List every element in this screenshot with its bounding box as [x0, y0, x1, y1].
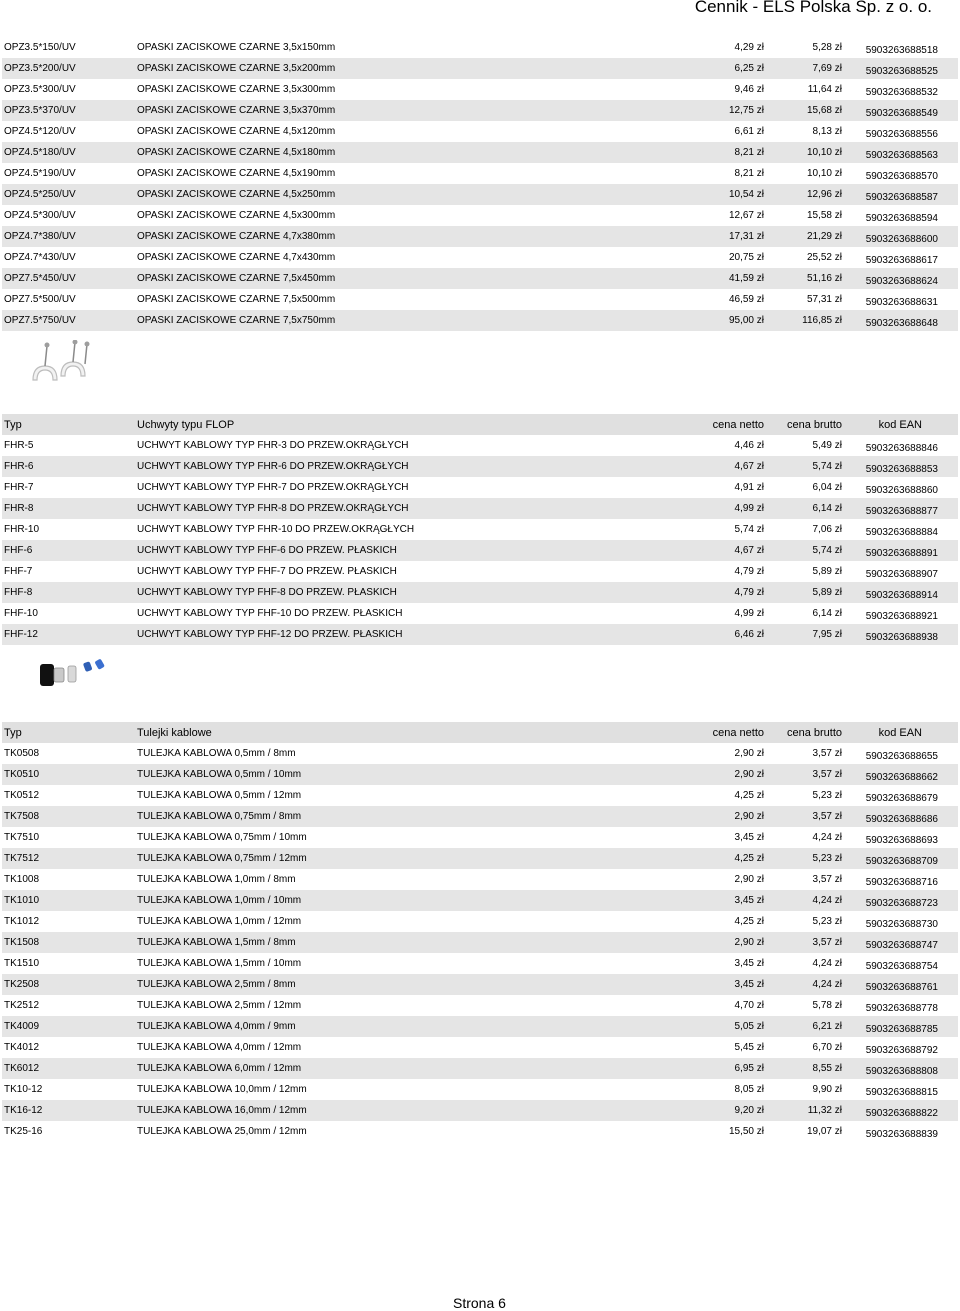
ean-code: 5903263688679	[865, 793, 938, 804]
gross-price: 7,69 zł	[812, 63, 842, 74]
column-header-type: Typ	[4, 727, 22, 739]
ean-code: 5903263688532	[865, 87, 938, 98]
gross-price: 5,23 zł	[812, 790, 842, 801]
product-name: OPASKI ZACISKOWE CZARNE 4,5x250mm	[137, 189, 336, 200]
ean-code: 5903263688662	[865, 772, 938, 783]
ean-code: 5903263688891	[865, 548, 938, 559]
column-header-gross-price: cena brutto	[786, 727, 842, 739]
product-code: TK1010	[4, 895, 40, 906]
ean-code: 5903263688808	[865, 1066, 938, 1077]
product-code: TK2508	[4, 979, 40, 990]
product-name: TULEJKA KABLOWA 1,5mm / 8mm	[137, 937, 296, 948]
table-row	[2, 142, 958, 163]
product-code: TK1508	[4, 937, 40, 948]
product-code: OPZ4.5*180/UV	[4, 147, 76, 158]
ean-code: 5903263688785	[865, 1024, 938, 1035]
net-price: 5,74 zł	[734, 524, 764, 535]
product-name: OPASKI ZACISKOWE CZARNE 7,5x750mm	[137, 315, 336, 326]
gross-price: 15,58 zł	[806, 210, 842, 221]
net-price: 2,90 zł	[734, 748, 764, 759]
gross-price: 8,13 zł	[812, 126, 842, 137]
column-header-ean: kod EAN	[878, 419, 922, 431]
table-row	[2, 911, 958, 932]
ean-code: 5903263688938	[865, 632, 938, 643]
gross-price: 4,24 zł	[812, 832, 842, 843]
gross-price: 6,21 zł	[812, 1021, 842, 1032]
product-code: TK0510	[4, 769, 40, 780]
table-row	[2, 205, 958, 226]
product-name: OPASKI ZACISKOWE CZARNE 4,5x180mm	[137, 147, 336, 158]
net-price: 3,45 zł	[734, 958, 764, 969]
product-code: TK1510	[4, 958, 40, 969]
table-row	[2, 1121, 958, 1142]
table-row	[2, 1079, 958, 1100]
ean-code: 5903263688822	[865, 1108, 938, 1119]
product-code: FHR-8	[4, 503, 34, 514]
ean-code: 5903263688723	[865, 898, 938, 909]
product-code: TK6012	[4, 1063, 40, 1074]
product-name: TULEJKA KABLOWA 0,75mm / 10mm	[137, 832, 307, 843]
product-code: FHR-7	[4, 482, 34, 493]
product-name: OPASKI ZACISKOWE CZARNE 4,7x380mm	[137, 231, 336, 242]
cable-ties-table	[2, 37, 958, 331]
ferrules-table	[2, 722, 958, 1142]
product-code: TK25-16	[4, 1126, 43, 1137]
ean-code: 5903263688730	[865, 919, 938, 930]
table-row	[2, 974, 958, 995]
ean-code: 5903263688778	[865, 1003, 938, 1014]
ean-code: 5903263688563	[865, 150, 938, 161]
product-code: FHF-7	[4, 566, 33, 577]
ean-code: 5903263688747	[865, 940, 938, 951]
ean-code: 5903263688846	[865, 443, 938, 454]
product-code: OPZ7.5*450/UV	[4, 273, 76, 284]
table-row	[2, 932, 958, 953]
net-price: 4,29 zł	[734, 42, 764, 53]
product-code: OPZ3.5*200/UV	[4, 63, 76, 74]
gross-price: 3,57 zł	[812, 769, 842, 780]
net-price: 2,90 zł	[734, 811, 764, 822]
product-name: UCHWYT KABLOWY TYP FHR-6 DO PRZEW.OKRĄGŁYCH	[137, 461, 409, 472]
ean-code: 5903263688648	[865, 318, 938, 329]
header-title: Cennik - ELS Polska Sp. z o. o.	[694, 0, 932, 16]
table-row	[2, 848, 958, 869]
product-name: UCHWYT KABLOWY TYP FHF-12 DO PRZEW. PŁASKICH	[137, 629, 403, 640]
net-price: 46,59 zł	[728, 294, 764, 305]
product-name: UCHWYT KABLOWY TYP FHF-7 DO PRZEW. PŁASKICH	[137, 566, 397, 577]
product-code: OPZ3.5*300/UV	[4, 84, 76, 95]
product-name: TULEJKA KABLOWA 1,0mm / 10mm	[137, 895, 302, 906]
table-row	[2, 121, 958, 142]
net-price: 8,21 zł	[734, 168, 764, 179]
product-code: TK1008	[4, 874, 40, 885]
product-name: OPASKI ZACISKOWE CZARNE 4,5x300mm	[137, 210, 336, 221]
gross-price: 9,90 zł	[812, 1084, 842, 1095]
gross-price: 11,32 zł	[807, 1105, 842, 1116]
table-row	[2, 456, 958, 477]
net-price: 12,75 zł	[728, 105, 764, 116]
ean-code: 5903263688709	[865, 856, 938, 867]
net-price: 9,20 zł	[734, 1105, 764, 1116]
net-price: 4,99 zł	[734, 608, 764, 619]
net-price: 4,46 zł	[734, 440, 764, 451]
table-row	[2, 582, 958, 603]
gross-price: 5,89 zł	[812, 566, 842, 577]
column-header-gross-price: cena brutto	[786, 419, 842, 431]
net-price: 15,50 zł	[728, 1126, 764, 1137]
product-name: TULEJKA KABLOWA 4,0mm / 9mm	[137, 1021, 296, 1032]
product-code: TK0508	[4, 748, 40, 759]
product-code: OPZ4.5*190/UV	[4, 168, 76, 179]
product-name: OPASKI ZACISKOWE CZARNE 4,5x190mm	[137, 168, 336, 179]
product-code: OPZ4.7*430/UV	[4, 252, 76, 263]
ean-code: 5903263688525	[865, 66, 938, 77]
net-price: 4,99 zł	[734, 503, 764, 514]
net-price: 4,70 zł	[734, 1000, 764, 1011]
product-name: TULEJKA KABLOWA 2,5mm / 8mm	[137, 979, 296, 990]
product-name: TULEJKA KABLOWA 1,5mm / 10mm	[137, 958, 302, 969]
table-row	[2, 310, 958, 331]
ean-code: 5903263688549	[865, 108, 938, 119]
net-price: 4,67 zł	[734, 545, 764, 556]
gross-price: 5,23 zł	[812, 853, 842, 864]
product-code: FHF-8	[4, 587, 33, 598]
product-name: TULEJKA KABLOWA 16,0mm / 12mm	[137, 1105, 307, 1116]
gross-price: 5,74 zł	[812, 461, 842, 472]
ean-code: 5903263688624	[865, 276, 938, 287]
product-name: TULEJKA KABLOWA 1,0mm / 12mm	[137, 916, 302, 927]
ean-code: 5903263688914	[865, 590, 938, 601]
net-price: 12,67 zł	[728, 210, 764, 221]
product-code: OPZ4.5*250/UV	[4, 189, 76, 200]
product-name: UCHWYT KABLOWY TYP FHF-8 DO PRZEW. PŁASKICH	[137, 587, 397, 598]
product-code: TK0512	[4, 790, 40, 801]
product-name: TULEJKA KABLOWA 1,0mm / 8mm	[137, 874, 296, 885]
gross-price: 21,29 zł	[806, 231, 842, 242]
table-row	[2, 827, 958, 848]
table-row	[2, 1016, 958, 1037]
table-row	[2, 806, 958, 827]
net-price: 2,90 zł	[734, 769, 764, 780]
product-name: TULEJKA KABLOWA 0,75mm / 12mm	[137, 853, 307, 864]
ean-code: 5903263688693	[865, 835, 938, 846]
product-code: FHR-6	[4, 461, 34, 472]
table-row	[2, 58, 958, 79]
product-code: TK16-12	[4, 1105, 43, 1116]
product-name: TULEJKA KABLOWA 2,5mm / 12mm	[137, 1000, 302, 1011]
ean-code: 5903263688754	[865, 961, 938, 972]
net-price: 4,67 zł	[734, 461, 764, 472]
net-price: 4,25 zł	[734, 790, 764, 801]
page-number: Strona 6	[453, 1295, 506, 1311]
product-code: OPZ4.5*300/UV	[4, 210, 76, 221]
product-code: FHF-10	[4, 608, 38, 619]
gross-price: 6,14 zł	[812, 503, 842, 514]
net-price: 4,91 zł	[734, 482, 764, 493]
product-code: TK4012	[4, 1042, 40, 1053]
gross-price: 5,89 zł	[812, 587, 842, 598]
table-row	[2, 953, 958, 974]
product-name: UCHWYT KABLOWY TYP FHF-6 DO PRZEW. PŁASKICH	[137, 545, 397, 556]
product-name: OPASKI ZACISKOWE CZARNE 3,5x150mm	[137, 42, 336, 53]
ean-code: 5903263688761	[865, 982, 938, 993]
gross-price: 11,64 zł	[807, 84, 842, 95]
table-row	[2, 226, 958, 247]
product-name: UCHWYT KABLOWY TYP FHR-10 DO PRZEW.OKRĄGŁYCH	[137, 524, 415, 535]
net-price: 3,45 zł	[734, 895, 764, 906]
gross-price: 5,23 zł	[812, 916, 842, 927]
gross-price: 15,68 zł	[806, 105, 842, 116]
ean-code: 5903263688686	[865, 814, 938, 825]
gross-price: 3,57 zł	[812, 874, 842, 885]
net-price: 3,45 zł	[734, 832, 764, 843]
flop-holders-table	[2, 414, 958, 645]
gross-price: 5,28 zł	[812, 42, 842, 53]
product-name: OPASKI ZACISKOWE CZARNE 4,5x120mm	[137, 126, 336, 137]
ean-code: 5903263688921	[865, 611, 938, 622]
product-name: OPASKI ZACISKOWE CZARNE 3,5x200mm	[137, 63, 336, 74]
gross-price: 5,49 zł	[812, 440, 842, 451]
gross-price: 51,16 zł	[806, 273, 842, 284]
table-row	[2, 603, 958, 624]
net-price: 5,05 zł	[734, 1021, 764, 1032]
net-price: 17,31 zł	[728, 231, 764, 242]
product-name: OPASKI ZACISKOWE CZARNE 7,5x500mm	[137, 294, 336, 305]
table-row	[2, 540, 958, 561]
gross-price: 7,95 zł	[812, 629, 842, 640]
gross-price: 6,70 zł	[812, 1042, 842, 1053]
product-name: UCHWYT KABLOWY TYP FHR-7 DO PRZEW.OKRĄGŁYCH	[137, 482, 409, 493]
net-price: 4,79 zł	[734, 566, 764, 577]
product-code: TK7512	[4, 853, 40, 864]
net-price: 4,79 zł	[734, 587, 764, 598]
product-name: OPASKI ZACISKOWE CZARNE 3,5x370mm	[137, 105, 336, 116]
table-header-row	[2, 414, 958, 435]
gross-price: 4,24 zł	[812, 979, 842, 990]
gross-price: 5,74 zł	[812, 545, 842, 556]
product-name: TULEJKA KABLOWA 0,5mm / 12mm	[137, 790, 302, 801]
net-price: 6,95 zł	[734, 1063, 764, 1074]
gross-price: 10,10 zł	[806, 147, 842, 158]
ean-code: 5903263688815	[865, 1087, 938, 1098]
gross-price: 3,57 zł	[812, 748, 842, 759]
table-row	[2, 1037, 958, 1058]
table-row	[2, 890, 958, 911]
table-row	[2, 785, 958, 806]
ean-code: 5903263688594	[865, 213, 938, 224]
product-name: UCHWYT KABLOWY TYP FHR-8 DO PRZEW.OKRĄGŁYCH	[137, 503, 409, 514]
net-price: 8,05 zł	[734, 1084, 764, 1095]
table-row	[2, 435, 958, 456]
ean-code: 5903263688860	[865, 485, 938, 496]
product-name: UCHWYT KABLOWY TYP FHR-3 DO PRZEW.OKRĄGŁYCH	[137, 440, 409, 451]
column-header-type: Typ	[4, 419, 22, 431]
ean-code: 5903263688655	[865, 751, 938, 762]
ean-code: 5903263688556	[865, 129, 938, 140]
table-row	[2, 37, 958, 58]
gross-price: 3,57 zł	[812, 811, 842, 822]
gross-price: 25,52 zł	[806, 252, 842, 263]
net-price: 4,25 zł	[734, 916, 764, 927]
table-row	[2, 289, 958, 310]
table-row	[2, 247, 958, 268]
product-code: OPZ3.5*370/UV	[4, 105, 76, 116]
net-price: 20,75 zł	[728, 252, 764, 263]
net-price: 95,00 zł	[728, 315, 764, 326]
ean-code: 5903263688907	[865, 569, 938, 580]
table-row	[2, 1100, 958, 1121]
table-header-row	[2, 722, 958, 743]
net-price: 6,25 zł	[734, 63, 764, 74]
product-name: UCHWYT KABLOWY TYP FHF-10 DO PRZEW. PŁASKICH	[137, 608, 403, 619]
product-code: FHR-5	[4, 440, 34, 451]
gross-price: 19,07 zł	[806, 1126, 842, 1137]
ean-code: 5903263688631	[865, 297, 938, 308]
net-price: 5,45 zł	[734, 1042, 764, 1053]
product-name: TULEJKA KABLOWA 6,0mm / 12mm	[137, 1063, 302, 1074]
product-name: TULEJKA KABLOWA 10,0mm / 12mm	[137, 1084, 307, 1095]
table-row	[2, 477, 958, 498]
column-header-net-price: cena netto	[712, 727, 764, 739]
ean-code: 5903263688792	[865, 1045, 938, 1056]
table-row	[2, 869, 958, 890]
table-row	[2, 100, 958, 121]
product-name: TULEJKA KABLOWA 0,5mm / 8mm	[137, 748, 296, 759]
gross-price: 5,78 zł	[812, 1000, 842, 1011]
product-name: OPASKI ZACISKOWE CZARNE 4,7x430mm	[137, 252, 336, 263]
gross-price: 4,24 zł	[812, 958, 842, 969]
table-row	[2, 79, 958, 100]
table-row	[2, 184, 958, 205]
net-price: 10,54 zł	[728, 189, 764, 200]
net-price: 3,45 zł	[734, 979, 764, 990]
cable-ferrules-image	[38, 656, 113, 691]
gross-price: 12,96 zł	[806, 189, 842, 200]
net-price: 4,25 zł	[734, 853, 764, 864]
product-name: OPASKI ZACISKOWE CZARNE 7,5x450mm	[137, 273, 336, 284]
ean-code: 5903263688884	[865, 527, 938, 538]
section-title: Tulejki kablowe	[137, 727, 212, 739]
net-price: 6,46 zł	[734, 629, 764, 640]
net-price: 2,90 zł	[734, 874, 764, 885]
product-code: OPZ7.5*750/UV	[4, 315, 76, 326]
table-row	[2, 764, 958, 785]
gross-price: 116,85 zł	[802, 315, 842, 326]
product-name: OPASKI ZACISKOWE CZARNE 3,5x300mm	[137, 84, 336, 95]
product-code: OPZ4.5*120/UV	[4, 126, 76, 137]
product-name: TULEJKA KABLOWA 0,75mm / 8mm	[137, 811, 302, 822]
table-row	[2, 995, 958, 1016]
product-code: TK1012	[4, 916, 40, 927]
gross-price: 57,31 zł	[806, 294, 842, 305]
ean-code: 5903263688716	[865, 877, 938, 888]
cable-clips-image	[25, 340, 105, 390]
ean-code: 5903263688518	[865, 45, 938, 56]
ean-code: 5903263688853	[865, 464, 938, 475]
product-code: TK7510	[4, 832, 40, 843]
gross-price: 8,55 zł	[812, 1063, 842, 1074]
product-code: TK4009	[4, 1021, 40, 1032]
ean-code: 5903263688877	[865, 506, 938, 517]
gross-price: 3,57 zł	[812, 937, 842, 948]
product-name: TULEJKA KABLOWA 0,5mm / 10mm	[137, 769, 302, 780]
net-price: 41,59 zł	[728, 273, 764, 284]
table-row	[2, 743, 958, 764]
table-row	[2, 519, 958, 540]
gross-price: 7,06 zł	[812, 524, 842, 535]
column-header-ean: kod EAN	[878, 727, 922, 739]
product-code: FHF-12	[4, 629, 38, 640]
section-title: Uchwyty typu FLOP	[137, 419, 235, 431]
table-row	[2, 268, 958, 289]
product-code: TK7508	[4, 811, 40, 822]
gross-price: 6,04 zł	[812, 482, 842, 493]
product-code: TK2512	[4, 1000, 40, 1011]
ean-code: 5903263688587	[865, 192, 938, 203]
net-price: 2,90 zł	[734, 937, 764, 948]
gross-price: 10,10 zł	[806, 168, 842, 179]
net-price: 6,61 zł	[734, 126, 764, 137]
product-code: FHR-10	[4, 524, 40, 535]
product-code: OPZ3.5*150/UV	[4, 42, 76, 53]
table-row	[2, 498, 958, 519]
net-price: 8,21 zł	[734, 147, 764, 158]
product-name: TULEJKA KABLOWA 4,0mm / 12mm	[137, 1042, 302, 1053]
gross-price: 4,24 zł	[812, 895, 842, 906]
table-row	[2, 1058, 958, 1079]
table-row	[2, 624, 958, 645]
ean-code: 5903263688617	[865, 255, 938, 266]
product-code: OPZ7.5*500/UV	[4, 294, 76, 305]
net-price: 9,46 zł	[734, 84, 764, 95]
table-row	[2, 561, 958, 582]
gross-price: 6,14 zł	[812, 608, 842, 619]
ean-code: 5903263688600	[865, 234, 938, 245]
ean-code: 5903263688839	[865, 1129, 938, 1140]
column-header-net-price: cena netto	[712, 419, 764, 431]
product-name: TULEJKA KABLOWA 25,0mm / 12mm	[137, 1126, 307, 1137]
ean-code: 5903263688570	[865, 171, 938, 182]
table-row	[2, 163, 958, 184]
product-code: TK10-12	[4, 1084, 43, 1095]
product-code: FHF-6	[4, 545, 33, 556]
product-code: OPZ4.7*380/UV	[4, 231, 76, 242]
